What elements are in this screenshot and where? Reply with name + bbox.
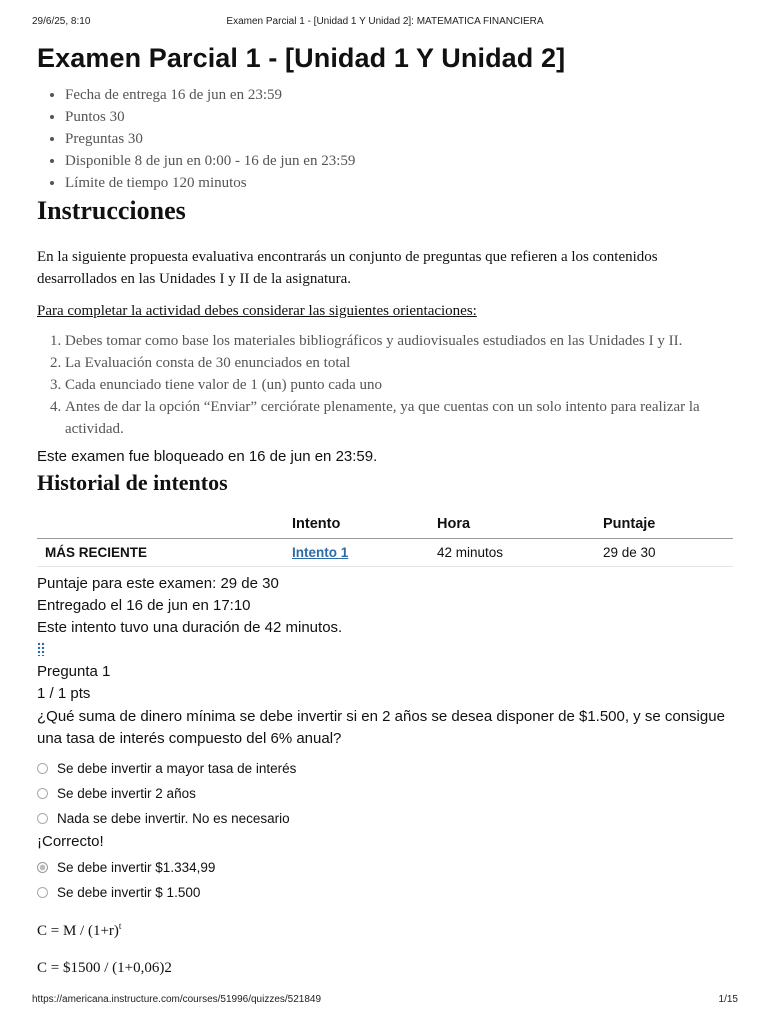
answer-option[interactable]: [37, 781, 733, 806]
answer-label: Se debe invertir 2 años: [57, 786, 196, 801]
instructions-heading: Instrucciones: [37, 196, 186, 225]
answer-label: Nada se debe invertir. No es necesario: [57, 811, 290, 826]
detail-questions: • Preguntas 30: [65, 128, 733, 150]
col-header-attempt: Intento: [284, 510, 429, 539]
formula-1-text: C = M / (1+r): [37, 923, 119, 939]
instructions-intro: En la siguiente propuesta evaluativa encontrarás un conjunto de preguntas que refieren a los contenidos desarrollados en las Unidades I y II de la asignatura.: [37, 249, 658, 287]
formula-1-exponent: t: [118, 921, 122, 931]
exam-score: Puntaje para este examen: 29 de 30: [37, 575, 279, 592]
attempt-summary: [37, 573, 733, 639]
exam-title: Examen Parcial 1 - [Unidad 1 Y Unidad 2]: [37, 43, 566, 73]
most-recent-label: MÁS RECIENTE: [37, 539, 284, 567]
print-url: https://americana.instructure.com/courses/51996/quizzes/521849: [32, 994, 322, 1005]
answer-label: Se debe invertir $ 1.500: [57, 885, 201, 900]
quiz-content: [37, 40, 733, 977]
radio-button[interactable]: [37, 788, 48, 799]
guideline-item: 3. Cada enunciado tiene valor de 1 (un) punto cada uno: [65, 374, 733, 396]
radio-button[interactable]: [37, 763, 48, 774]
answer-option-correct[interactable]: [37, 855, 733, 880]
radio-button[interactable]: [37, 887, 48, 898]
radio-button[interactable]: [37, 813, 48, 824]
print-page-number: 1/15: [718, 994, 738, 1005]
guidelines-list: [37, 330, 733, 440]
radio-button-selected[interactable]: [37, 862, 48, 873]
detail-available: • Disponible 8 de jun en 0:00 - 16 de jun en 23:59: [65, 150, 733, 172]
question-points: 1 / 1 pts: [37, 685, 91, 702]
attempt-link[interactable]: Intento 1: [292, 545, 349, 560]
attempts-table: [37, 510, 733, 567]
attempts-header-row: [37, 510, 733, 539]
col-header-score: Puntaje: [595, 510, 733, 539]
question-number: Pregunta 1: [37, 663, 111, 680]
time-cell: 42 minutos: [429, 539, 595, 567]
answers-list: [37, 756, 733, 905]
answer-option[interactable]: [37, 756, 733, 781]
attempt-duration: Este intento tuvo una duración de 42 minutos.: [37, 619, 343, 636]
formula-line-1: [37, 921, 733, 940]
print-timestamp: 29/6/25, 8:10: [32, 16, 91, 27]
exam-details-list: [37, 84, 733, 194]
correct-label: ¡Correcto!: [37, 833, 104, 850]
guideline-item: 1. Debes tomar como base los materiales bibliográficos y audiovisuales estudiados en las Unidades I y II.: [65, 330, 733, 352]
submitted-time: Entregado el 16 de jun en 17:10: [37, 597, 251, 614]
answer-label: Se debe invertir a mayor tasa de interés: [57, 761, 297, 776]
col-header-time: Hora: [429, 510, 595, 539]
guideline-item: 4. Antes de dar la opción “Enviar” cerciórate plenamente, ya que cuentas con un solo intento para realizar la actividad.: [65, 396, 733, 440]
answer-label: Se debe invertir $1.334,99: [57, 860, 216, 875]
score-cell: 29 de 30: [595, 539, 733, 567]
attempt-cell: [284, 539, 429, 567]
locked-note: Este examen fue bloqueado en 16 de jun en 23:59.: [37, 448, 378, 465]
guideline-item: 2. La Evaluación consta de 30 enunciados en total: [65, 352, 733, 374]
print-page-title: Examen Parcial 1 - [Unidad 1 Y Unidad 2]: MATEMATICA FINANCIERA: [226, 16, 544, 27]
history-heading: Historial de intentos: [37, 470, 228, 495]
answer-option[interactable]: [37, 806, 733, 831]
question-text: ¿Qué suma de dinero mínima se debe invertir si en 2 años se desea disponer de $1.500, y se consigue una tasa de interés compuesto del 6% anual?: [37, 708, 725, 747]
guidelines-title: Para completar la actividad debes considerar las siguientes orientaciones:: [37, 303, 477, 319]
detail-due-date: • Fecha de entrega 16 de jun en 23:59: [65, 84, 733, 106]
answer-option[interactable]: [37, 880, 733, 905]
drag-handle-icon[interactable]: [37, 642, 45, 656]
col-header-label: [37, 510, 284, 539]
formula-line-2: C = $1500 / (1+0,06)2: [37, 960, 172, 976]
detail-points: • Puntos 30: [65, 106, 733, 128]
detail-time-limit: • Límite de tiempo 120 minutos: [65, 172, 733, 194]
table-row: [37, 539, 733, 567]
